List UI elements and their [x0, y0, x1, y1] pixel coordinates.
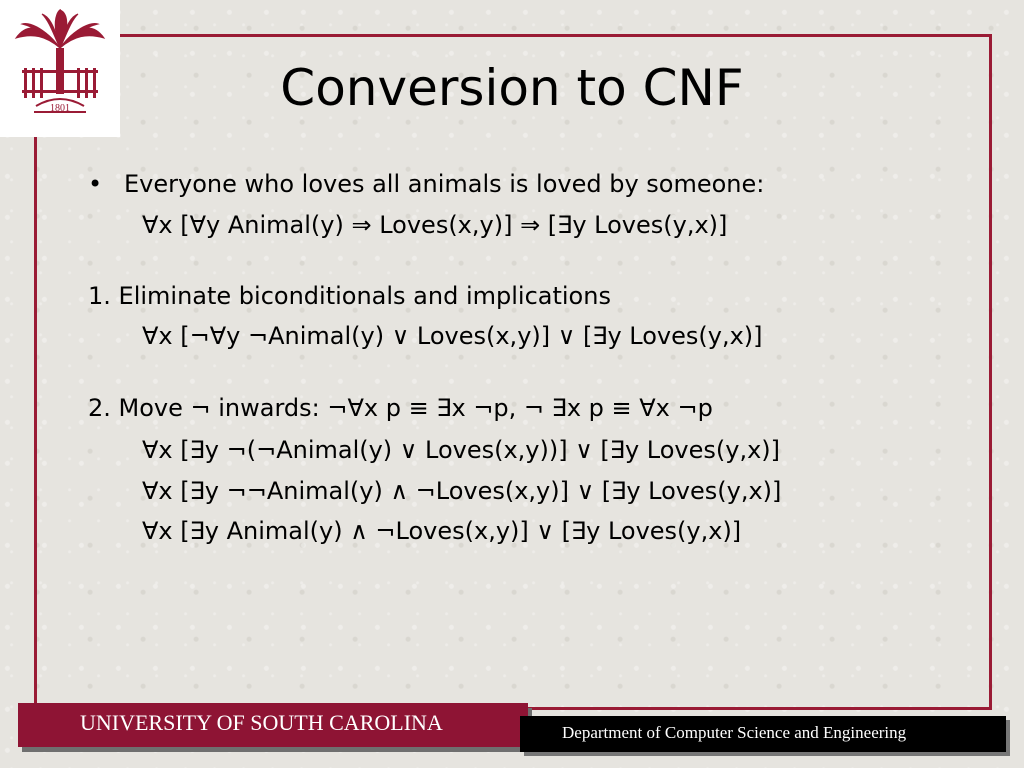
slide-title: Conversion to CNF [280, 59, 744, 117]
department-name: Department of Computer Science and Engineering [562, 723, 907, 742]
formula-line: ∀x [∀y Animal(y) ⇒ Loves(x,y)] ⇒ [∃y Loves(y,x)] [142, 211, 728, 239]
formula-line: ∀x [∃y Animal(y) ∧ ¬Loves(x,y)] ∨ [∃y Loves(y,x)] [142, 517, 742, 545]
university-banner [18, 703, 528, 747]
formula-line: ∀x [∃y ¬(¬Animal(y) ∨ Loves(x,y))] ∨ [∃y Loves(y,x)] [142, 436, 781, 464]
university-name: UNIVERSITY OF SOUTH CAROLINA [80, 710, 443, 735]
bullet-marker: • [88, 170, 103, 198]
step-heading: 2. Move ¬ inwards: ¬∀x p ≡ ∃x ¬p, ¬ ∃x p ≡ ∀x ¬p [88, 394, 713, 422]
step-heading: 1. Eliminate biconditionals and implications [88, 282, 611, 310]
bullet-text: Everyone who loves all animals is loved by someone: [124, 170, 765, 198]
formula-line: ∀x [¬∀y ¬Animal(y) ∨ Loves(x,y)] ∨ [∃y Loves(y,x)] [142, 322, 763, 350]
logo-year: 1801 [50, 103, 70, 114]
department-banner [520, 716, 1006, 752]
formula-line: ∀x [∃y ¬¬Animal(y) ∧ ¬Loves(x,y)] ∨ [∃y Loves(y,x)] [142, 477, 782, 505]
